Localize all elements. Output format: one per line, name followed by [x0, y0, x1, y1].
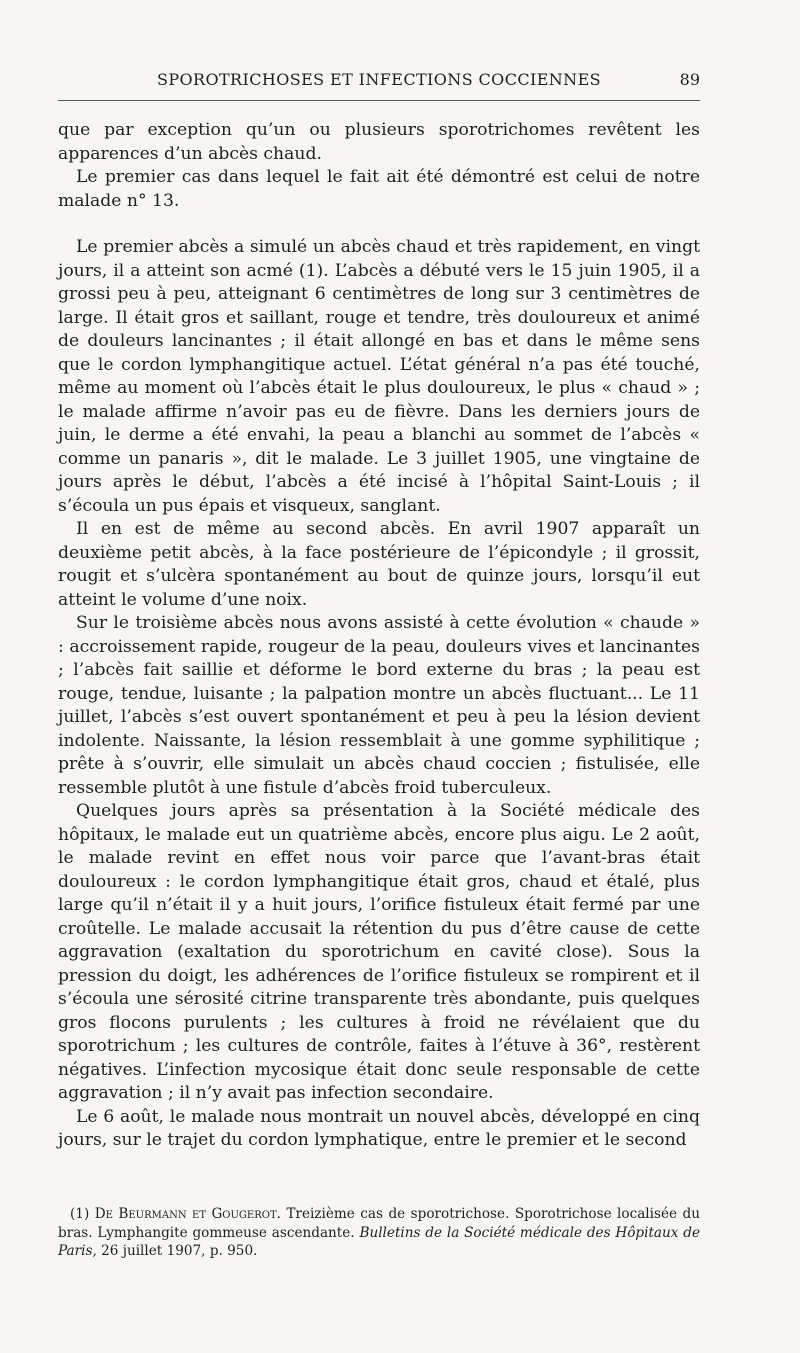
- footnote-journal: Bulletins de la Société médicale des Hôpitaux de Paris,: [58, 1224, 700, 1259]
- body-text: [58, 119, 700, 1153]
- paragraph-1: que par exception qu’un ou plusieurs sporotrichomes revêtent les apparences d’un abcès chaud.: [58, 120, 700, 164]
- footnote-marker: (1): [70, 1206, 90, 1222]
- footnote-ref: 26 juillet 1907, p. 950.: [96, 1243, 258, 1259]
- running-head: SPOROTRICHOSES ET INFECTIONS COCCIENNES: [156, 70, 602, 89]
- paragraph-7: Le 6 août, le malade nous montrait un nouvel abcès, développé en cinq jours, sur le trajet du cordon lymphatique, entre le premier et le second: [58, 1106, 700, 1150]
- footnote-text: [58, 1205, 700, 1261]
- paragraph-6: Quelques jours après sa présentation à la Société médicale des hôpitaux, le malade eut un quatrième abcès, encore plus aigu. Le 2 août, le malade revint en effet nous voir parce que l’avant-bras était douloureux : le cordon lymphangitique était gros, chaud et étalé, plus large qu’il n’était il y a huit jours, l’orifice fistuleux était fermé par une croûtelle. Le malade accusait la rétention du pus d’être cause de cette aggravation (exaltation du sporotrichum en cavité close). Sous la pression du doigt, les adhérences de l’orifice fistuleux se rompirent et il s’écoula une sérosité citrine transparente très abondante, puis quelques gros flocons purulents ; les cultures à froid ne révélaient que du sporotrichum ; les cultures de contrôle, faites à l’étuve à 36°, restèrent négatives. L’infection mycosique était donc seule responsable de cette aggravation ; il n’y avait pas infection secondaire.: [58, 801, 700, 1103]
- paragraph-5: Sur le troisième abcès nous avons assisté à cette évolution « chaude » : accroissement rapide, rougeur de la peau, douleurs vives et lancinantes ; l’abcès fait saillie et déforme le bord externe du bras ; la peau est rouge, tendue, luisante ; la palpation montre un abcès fluctuant... Le 11 juillet, l’abcès s’est ouvert spontanément et peu à peu la lésion devient indolente. Naissante, la lésion ressemblait à une gomme syphilitique ; prête à s’ouvrir, elle simulait un abcès chaud coccien ; fistulisée, elle ressemble plutôt à une fistule d’abcès froid tuberculeux.: [58, 613, 700, 798]
- header-rule: [58, 100, 700, 101]
- page-number: 89: [679, 70, 700, 89]
- page-header: [58, 68, 700, 92]
- footnote: [58, 1205, 700, 1261]
- footnote-authors: De Beurmann et Gougerot.: [94, 1206, 281, 1222]
- footnote-title: Treizième cas de sporotrichose. Sporotrichose localisée du bras. Lymphangite gommeuse ascendante.: [58, 1206, 700, 1241]
- paragraph-3: Le premier abcès a simulé un abcès chaud et très rapidement, en vingt jours, il a atteint son acmé (1). L’abcès a débuté vers le 15 juin 1905, il a grossi peu à peu, atteignant 6 centimètres de long sur 3 centimètres de large. Il était gros et saillant, rouge et tendre, très douloureux et animé de douleurs lancinantes ; il était allongé en bas et dans le même sens que le cordon lymphangitique actuel. L’état général n’a pas été touché, même au moment où l’abcès était le plus douloureux, le plus « chaud » ; le malade affirme n’avoir pas eu de fièvre. Dans les derniers jours de juin, le derme a été envahi, la peau a blanchi au sommet de l’abcès « comme un panaris », dit le malade. Le 3 juillet 1905, une vingtaine de jours après le début, l’abcès a été incisé à l’hôpital Saint-Louis ; il s’écoula un pus épais et visqueux, sanglant.: [58, 237, 700, 516]
- paragraph-2: Le premier cas dans lequel le fait ait été démontré est celui de notre malade n° 13.: [58, 167, 700, 211]
- paragraph-4: Il en est de même au second abcès. En avril 1907 apparaît un deuxième petit abcès, à la face postérieure de l’épicondyle ; il grossit, rougit et s’ulcèra spontanément au bout de quinze jours, lorsqu’il eut atteint le volume d’une noix.: [58, 519, 700, 610]
